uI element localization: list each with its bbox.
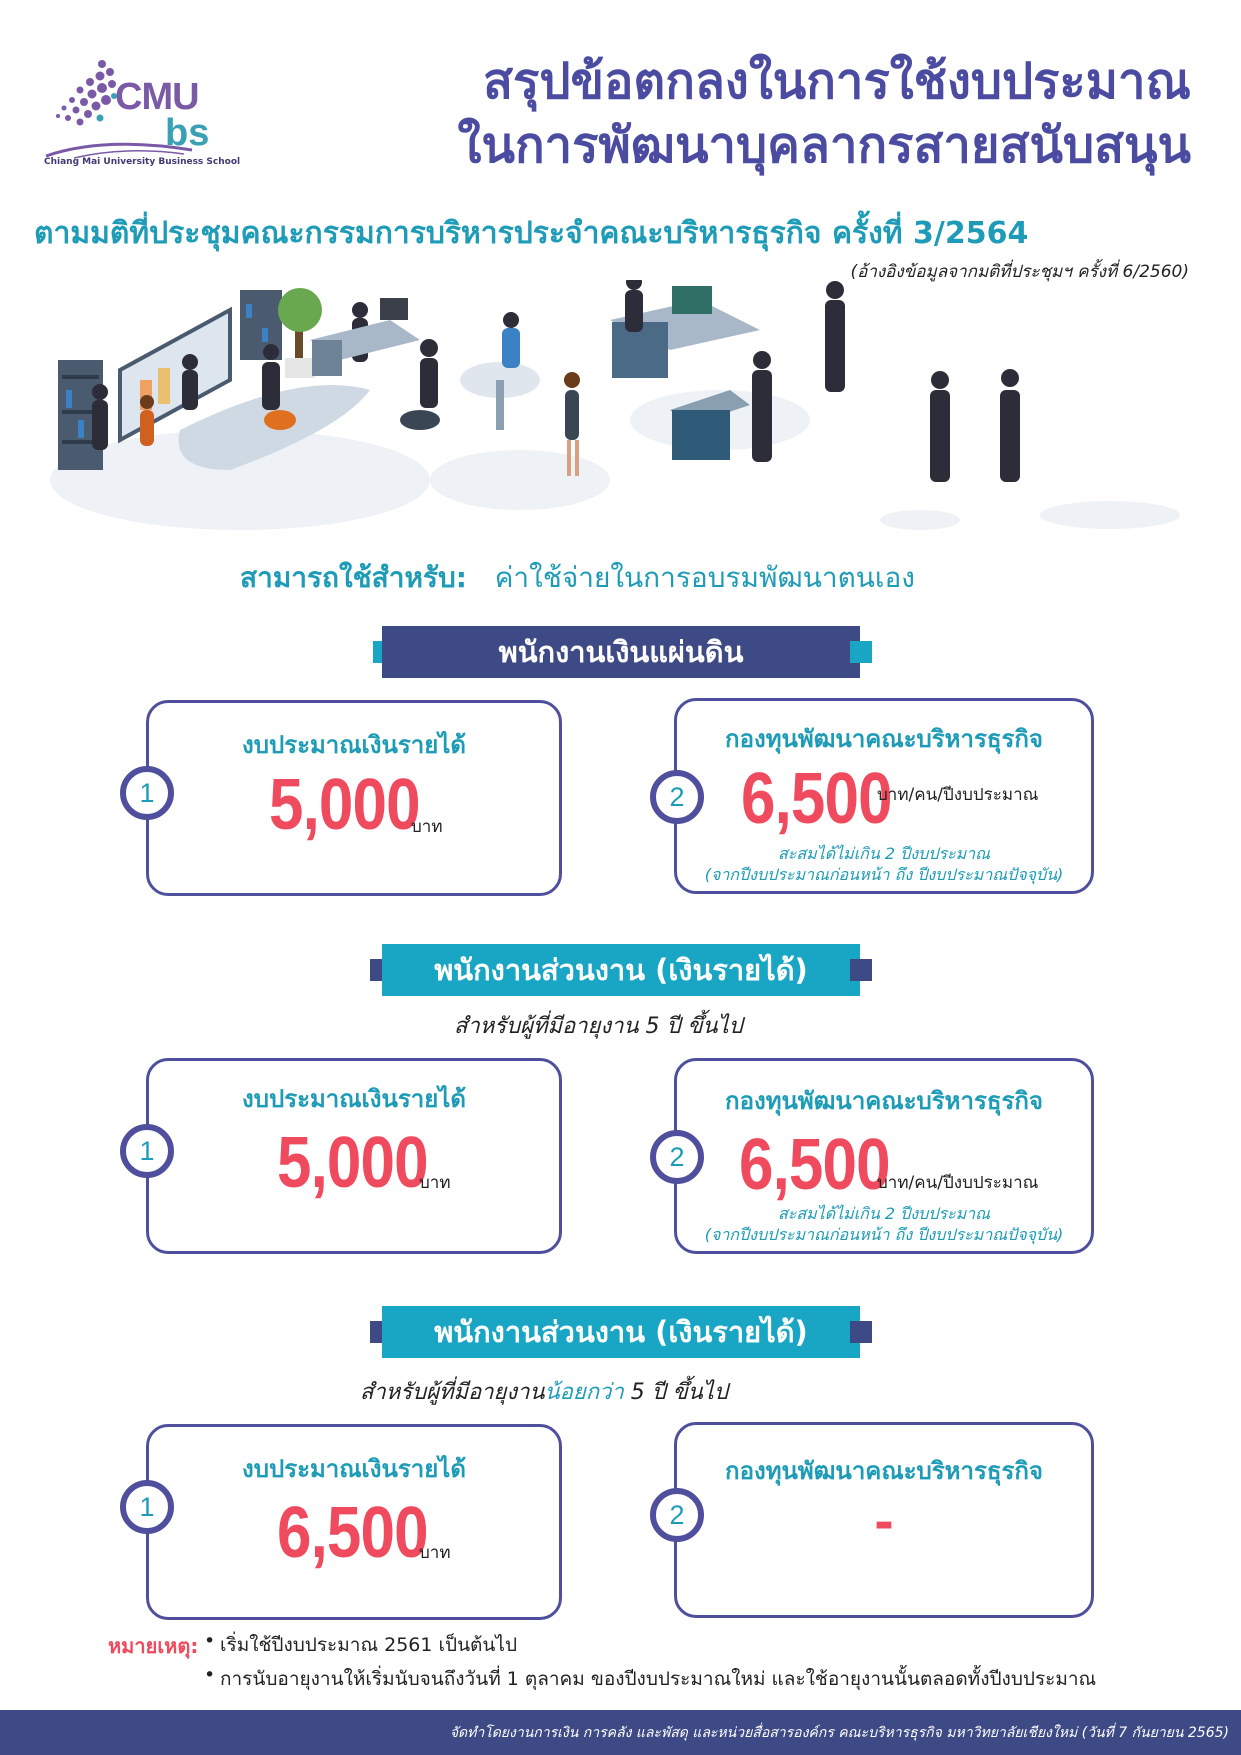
- notes-label: หมายเหตุ:: [108, 1634, 199, 1658]
- card-unit: บาท: [411, 817, 443, 837]
- card-note-line2: (จากปีงบประมาณก่อนหน้า ถึง ปีงบประมาณปัจจุบัน): [704, 1225, 1064, 1244]
- band-deco-square: [850, 641, 872, 663]
- card-title: งบประมาณเงินรายได้: [242, 1455, 466, 1483]
- card-faculty-fund: [674, 1058, 1094, 1254]
- page-title-line1: สรุปข้อตกลงในการใช้งบประมาณ: [483, 53, 1191, 110]
- usage-line: [240, 556, 915, 600]
- card-amount: 6,500: [741, 759, 892, 839]
- card-title: กองทุนพัฒนาคณะบริหารธุรกิจ: [725, 1457, 1043, 1485]
- number-badge-text: 1: [139, 1135, 155, 1166]
- footer-credit: จัดทำโดยงานการเงิน การคลัง และพัสดุ และหน่วยสื่อสารองค์กร คณะบริหารธุรกิจ มหาวิทยาลัยเชียงใหม่ (วันที่ 7 กันยายน 2565): [449, 1725, 1229, 1741]
- usage-label: สามารถใช้สำหรับ:: [240, 561, 467, 594]
- number-badge: [650, 1130, 704, 1184]
- card-unit: บาท: [419, 1173, 451, 1193]
- page-title-line2: ในการพัฒนาบุคลากรสายสนับสนุน: [457, 117, 1191, 174]
- section-2-title: พนักงานส่วนงาน (เงินรายได้): [434, 953, 808, 987]
- number-badge: [650, 770, 704, 824]
- band-deco-square: [850, 959, 872, 981]
- logo-dots-graphic: [50, 56, 120, 136]
- number-badge-text: 1: [139, 777, 155, 808]
- card-note-line1: สะสมได้ไม่เกิน 2 ปีงบประมาณ: [778, 1204, 990, 1223]
- card-revenue-budget: [146, 1058, 562, 1254]
- card-amount-dash: -: [874, 1495, 894, 1551]
- card-title: งบประมาณเงินรายได้: [242, 731, 466, 759]
- number-badge-text: 1: [139, 1491, 155, 1522]
- subtitle-part: สำหรับผู้ที่มีอายุงาน: [360, 1380, 545, 1405]
- card-note-line2: (จากปีงบประมาณก่อนหน้า ถึง ปีงบประมาณปัจจุบัน): [704, 865, 1064, 884]
- note-item: • การนับอายุงานให้เริ่มนับจนถึงวันที่ 1 ตุลาคม ของปีงบประมาณใหม่ และใช้อายุงานนั้นตลอดทั้งปีงบประมาณ: [220, 1664, 1096, 1694]
- logo-cmu-text: CMU: [115, 76, 199, 118]
- usage-value: ค่าใช้จ่ายในการอบรมพัฒนาตนเอง: [494, 561, 915, 594]
- section-3-subtitle: [360, 1374, 728, 1409]
- card-unit: บาท: [419, 1543, 451, 1563]
- cmubs-logo: [40, 52, 245, 172]
- office-illustration: [40, 280, 1200, 540]
- section-3-band: [382, 1306, 860, 1358]
- section-1-band: [382, 626, 860, 678]
- footer-bar: [0, 1710, 1241, 1755]
- section-2-band: [382, 944, 860, 996]
- reference-note: (อ้างอิงข้อมูลจากมติที่ประชุมฯ ครั้งที่ 6/2560): [850, 262, 1189, 282]
- card-faculty-fund: [674, 1422, 1094, 1618]
- logo-bs-text: bs: [165, 112, 210, 154]
- number-badge: [650, 1488, 704, 1542]
- card-unit: บาท/คน/ปีงบประมาณ: [877, 785, 1039, 805]
- card-revenue-budget: [146, 700, 562, 896]
- card-amount: 6,500: [739, 1125, 890, 1205]
- card-unit: บาท/คน/ปีงบประมาณ: [877, 1173, 1039, 1193]
- card-title: กองทุนพัฒนาคณะบริหารธุรกิจ: [725, 725, 1043, 753]
- card-note-line1: สะสมได้ไม่เกิน 2 ปีงบประมาณ: [778, 844, 990, 863]
- card-amount: 6,500: [277, 1493, 428, 1573]
- card-title: กองทุนพัฒนาคณะบริหารธุรกิจ: [725, 1087, 1043, 1115]
- number-badge-text: 2: [669, 781, 685, 812]
- card-revenue-budget: [146, 1424, 562, 1620]
- card-amount: 5,000: [277, 1123, 428, 1203]
- number-badge-text: 2: [669, 1499, 685, 1530]
- number-badge: [120, 1124, 174, 1178]
- band-deco-square: [850, 1321, 872, 1343]
- number-badge-text: 2: [669, 1141, 685, 1172]
- number-badge: [120, 1480, 174, 1534]
- subtitle-part: 5 ปี ขึ้นไป: [623, 1380, 728, 1405]
- card-faculty-fund: [674, 698, 1094, 894]
- page-subtitle: ตามมติที่ประชุมคณะกรรมการบริหารประจำคณะบริหารธุรกิจ ครั้งที่ 3/2564: [34, 216, 1029, 251]
- section-1-title: พนักงานเงินแผ่นดิน: [498, 635, 744, 669]
- number-badge: [120, 766, 174, 820]
- note-item: • เริ่มใช้ปีงบประมาณ 2561 เป็นต้นไป: [220, 1630, 517, 1660]
- logo-caption: Chiang Mai University Business School: [44, 157, 241, 167]
- section-2-subtitle: สำหรับผู้ที่มีอายุงาน 5 ปี ขึ้นไป: [454, 1014, 743, 1039]
- card-title: งบประมาณเงินรายได้: [242, 1085, 466, 1113]
- subtitle-highlight: น้อยกว่า: [544, 1380, 624, 1405]
- section-3-title: พนักงานส่วนงาน (เงินรายได้): [434, 1315, 808, 1349]
- card-amount: 5,000: [269, 765, 420, 845]
